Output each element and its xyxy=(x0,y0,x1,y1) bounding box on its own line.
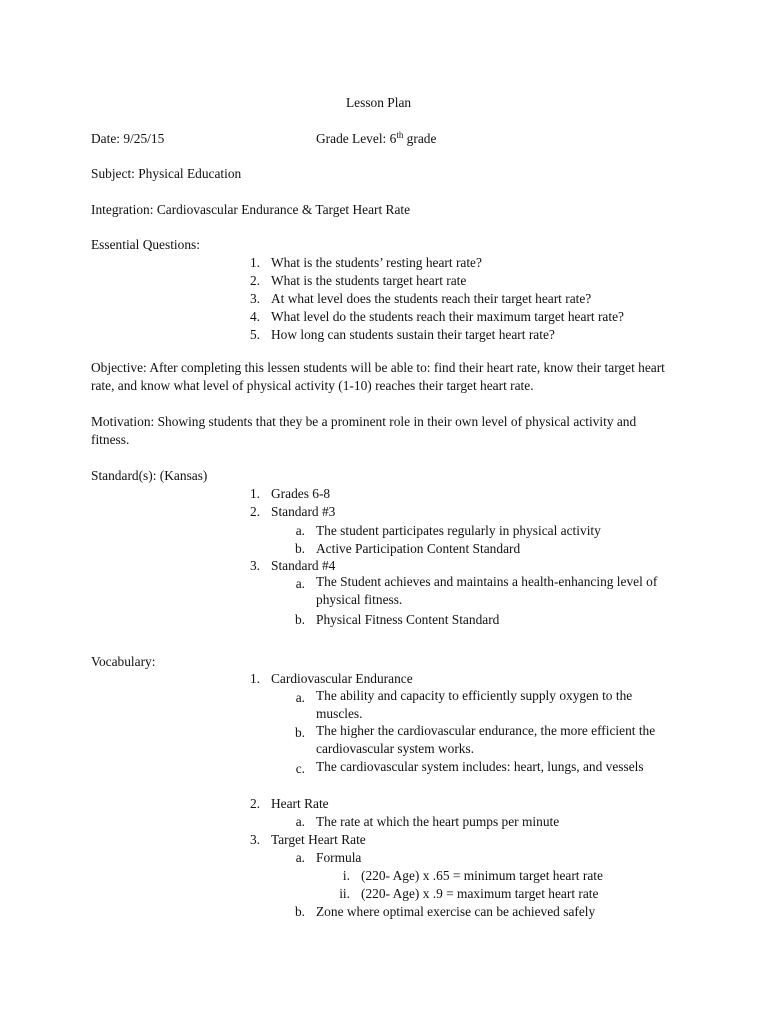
vocabulary-term: Cardiovascular Endurance xyxy=(271,671,413,686)
standard-text: Standard #4 xyxy=(271,558,336,573)
question-number: 5. xyxy=(249,327,260,342)
vocabulary-definition: The ability and capacity to efficiently supply oxygen to the muscles. xyxy=(316,688,633,721)
vocabulary-sub-letter: a. xyxy=(295,814,305,829)
vocabulary-heading: Vocabulary: xyxy=(91,654,156,669)
standard-number: 1. xyxy=(249,486,260,501)
vocabulary-sub-letter: b. xyxy=(294,725,305,740)
standard-sub-letter: a. xyxy=(295,523,305,538)
formula-roman-numeral: i. xyxy=(342,868,350,883)
standard-sub-text: The Student achieves and maintains a health-enhancing level of physical fitness. xyxy=(316,574,658,607)
question-number: 4. xyxy=(249,309,260,324)
formula-text: (220- Age) x .9 = maximum target heart rate xyxy=(361,886,599,901)
standard-number: 3. xyxy=(249,558,260,573)
standard-sub-text: Active Participation Content Standard xyxy=(316,541,521,556)
question-text: What is the students’ resting heart rate? xyxy=(271,255,482,270)
vocabulary-number: 3. xyxy=(249,832,260,847)
vocabulary-term: Heart Rate xyxy=(271,796,329,811)
standard-sub-letter: b. xyxy=(294,541,305,556)
vocabulary-sub-letter: a. xyxy=(295,690,305,705)
standard-sub-letter: a. xyxy=(295,576,305,591)
standard-number: 2. xyxy=(249,504,260,519)
standard-sub-text: The student participates regularly in physical activity xyxy=(316,523,601,538)
grade-level-suffix: grade xyxy=(403,131,437,146)
grade-level-superscript: th xyxy=(396,130,404,140)
vocabulary-definition: The rate at which the heart pumps per minute xyxy=(316,814,560,829)
vocabulary-sub-letter: c. xyxy=(295,761,305,776)
question-number: 1. xyxy=(249,255,260,270)
question-text: What is the students target heart rate xyxy=(271,273,467,288)
vocabulary-sub-letter: b. xyxy=(294,904,305,919)
motivation-paragraph: Motivation: Showing students that they be a prominent role in their own level of physical activity and fitness. xyxy=(91,414,637,447)
grade-level-prefix: Grade Level: 6 xyxy=(316,131,397,146)
standard-sub-text: Physical Fitness Content Standard xyxy=(316,612,500,627)
question-text: What level do the students reach their maximum target heart rate? xyxy=(271,309,624,324)
standard-text: Grades 6-8 xyxy=(271,486,331,501)
formula-roman-numeral: ii. xyxy=(339,886,350,901)
doc-title: Lesson Plan xyxy=(346,95,412,110)
vocabulary-definition: Formula xyxy=(316,850,362,865)
vocabulary-sub-letter: a. xyxy=(295,850,305,865)
vocabulary-number: 2. xyxy=(249,796,260,811)
question-number: 2. xyxy=(249,273,260,288)
standard-sub-letter: b. xyxy=(294,612,305,627)
subject-line: Subject: Physical Education xyxy=(91,166,242,181)
question-text: How long can students sustain their target heart rate? xyxy=(271,327,555,342)
vocabulary-number: 1. xyxy=(249,671,260,686)
formula-text: (220- Age) x .65 = minimum target heart rate xyxy=(361,868,603,883)
vocabulary-definition: The cardiovascular system includes: heart, lungs, and vessels xyxy=(316,759,644,774)
date-line: Date: 9/25/15 xyxy=(91,131,165,146)
standards-heading: Standard(s): (Kansas) xyxy=(91,468,208,483)
integration-line: Integration: Cardiovascular Endurance & Target Heart Rate xyxy=(91,202,411,217)
vocabulary-definition: The higher the cardiovascular endurance, the more efficient the cardiovascular system works. xyxy=(316,723,656,756)
objective-paragraph: Objective: After completing this lessen students will be able to: find their heart rate, know their target heart rate, and know what level of physical activity (1-10) reaches their target heart rate. xyxy=(91,360,665,393)
essential-questions-heading: Essential Questions: xyxy=(91,237,200,252)
vocabulary-definition: Zone where optimal exercise can be achieved safely xyxy=(316,904,596,919)
grade-level-line xyxy=(316,132,436,145)
standard-text: Standard #3 xyxy=(271,504,336,519)
question-text: At what level does the students reach their target heart rate? xyxy=(271,291,592,306)
vocabulary-term: Target Heart Rate xyxy=(271,832,366,847)
question-number: 3. xyxy=(249,291,260,306)
